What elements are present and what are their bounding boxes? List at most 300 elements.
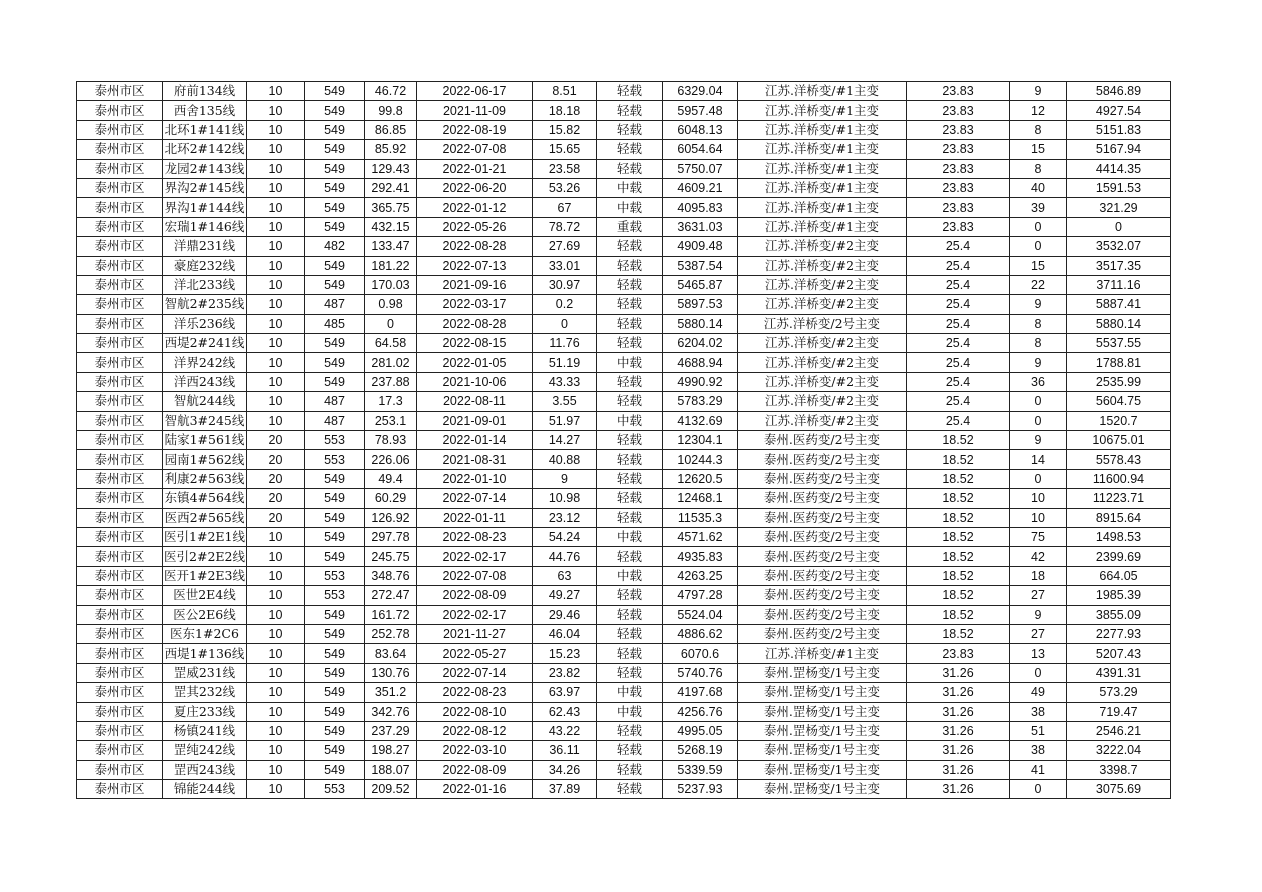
- table-row: [77, 644, 1171, 663]
- district-cell: 泰州市区: [77, 314, 163, 333]
- load-rate-cell: 23.12: [533, 508, 597, 527]
- count-cell: 36: [1010, 372, 1067, 391]
- load-level-cell: 轻载: [597, 624, 663, 643]
- load-level-cell: 中载: [597, 411, 663, 430]
- load-level-cell: 中载: [597, 353, 663, 372]
- substation-cell: 江苏.洋桥变/#2主变: [738, 411, 907, 430]
- date-cell: 2022-01-16: [417, 780, 533, 799]
- substation-cell: 江苏.洋桥变/#1主变: [738, 140, 907, 159]
- date-cell: 2022-07-08: [417, 140, 533, 159]
- district-cell: 泰州市区: [77, 527, 163, 546]
- line-name-cell: 洋北233线: [163, 275, 247, 294]
- available-capacity-cell: 5524.04: [663, 605, 738, 624]
- load-rate-cell: 29.46: [533, 605, 597, 624]
- date-cell: 2022-08-10: [417, 702, 533, 721]
- remaining-capacity-cell: 8915.64: [1067, 508, 1171, 527]
- count-cell: 9: [1010, 605, 1067, 624]
- date-cell: 2022-08-11: [417, 392, 533, 411]
- load-rate-cell: 30.97: [533, 275, 597, 294]
- table-row: [77, 663, 1171, 682]
- rated-capacity-cell: 549: [305, 469, 365, 488]
- load-value-cell: 209.52: [365, 780, 417, 799]
- remaining-capacity-cell: 5846.89: [1067, 82, 1171, 101]
- remaining-capacity-cell: 4391.31: [1067, 663, 1171, 682]
- substation-cell: 泰州.医药变/2号主变: [738, 508, 907, 527]
- substation-cell: 泰州.医药变/2号主变: [738, 586, 907, 605]
- substation-cell: 泰州.医药变/2号主变: [738, 624, 907, 643]
- line-name-cell: 罡其232线: [163, 683, 247, 702]
- rated-capacity-cell: 549: [305, 353, 365, 372]
- substation-cell: 泰州.罡杨变/1号主变: [738, 741, 907, 760]
- load-level-cell: 轻载: [597, 644, 663, 663]
- rated-capacity-cell: 553: [305, 450, 365, 469]
- date-cell: 2021-10-06: [417, 372, 533, 391]
- voltage-cell: 10: [247, 586, 305, 605]
- count-cell: 8: [1010, 314, 1067, 333]
- load-value-cell: 253.1: [365, 411, 417, 430]
- remaining-capacity-cell: 3532.07: [1067, 237, 1171, 256]
- voltage-cell: 10: [247, 547, 305, 566]
- transformer-rate-cell: 25.4: [907, 237, 1010, 256]
- data-table: [76, 81, 1171, 799]
- substation-cell: 江苏.洋桥变/#2主变: [738, 295, 907, 314]
- remaining-capacity-cell: 5887.41: [1067, 295, 1171, 314]
- available-capacity-cell: 5387.54: [663, 256, 738, 275]
- voltage-cell: 10: [247, 217, 305, 236]
- load-level-cell: 重载: [597, 217, 663, 236]
- remaining-capacity-cell: 3222.04: [1067, 741, 1171, 760]
- rated-capacity-cell: 553: [305, 780, 365, 799]
- line-name-cell: 杨镇241线: [163, 721, 247, 740]
- transformer-rate-cell: 18.52: [907, 508, 1010, 527]
- substation-cell: 泰州.医药变/2号主变: [738, 547, 907, 566]
- load-value-cell: 237.29: [365, 721, 417, 740]
- transformer-rate-cell: 18.52: [907, 489, 1010, 508]
- line-name-cell: 夏庄233线: [163, 702, 247, 721]
- district-cell: 泰州市区: [77, 741, 163, 760]
- table-row: [77, 120, 1171, 139]
- load-rate-cell: 51.97: [533, 411, 597, 430]
- load-level-cell: 中载: [597, 198, 663, 217]
- available-capacity-cell: 5268.19: [663, 741, 738, 760]
- table-row: [77, 353, 1171, 372]
- available-capacity-cell: 12468.1: [663, 489, 738, 508]
- line-name-cell: 府前134线: [163, 82, 247, 101]
- line-name-cell: 医西2#565线: [163, 508, 247, 527]
- line-name-cell: 罡纯242线: [163, 741, 247, 760]
- transformer-rate-cell: 23.83: [907, 644, 1010, 663]
- available-capacity-cell: 5783.29: [663, 392, 738, 411]
- substation-cell: 江苏.洋桥变/#1主变: [738, 178, 907, 197]
- date-cell: 2021-08-31: [417, 450, 533, 469]
- available-capacity-cell: 11535.3: [663, 508, 738, 527]
- rated-capacity-cell: 549: [305, 489, 365, 508]
- date-cell: 2022-02-17: [417, 605, 533, 624]
- date-cell: 2021-11-27: [417, 624, 533, 643]
- voltage-cell: 10: [247, 605, 305, 624]
- line-name-cell: 罡威231线: [163, 663, 247, 682]
- rated-capacity-cell: 549: [305, 605, 365, 624]
- line-name-cell: 医东1#2C6: [163, 624, 247, 643]
- voltage-cell: 10: [247, 624, 305, 643]
- rated-capacity-cell: 549: [305, 741, 365, 760]
- district-cell: 泰州市区: [77, 663, 163, 682]
- table-row: [77, 586, 1171, 605]
- load-level-cell: 轻载: [597, 295, 663, 314]
- rated-capacity-cell: 549: [305, 178, 365, 197]
- date-cell: 2022-08-09: [417, 586, 533, 605]
- load-level-cell: 轻载: [597, 159, 663, 178]
- district-cell: 泰州市区: [77, 198, 163, 217]
- transformer-rate-cell: 31.26: [907, 702, 1010, 721]
- load-rate-cell: 78.72: [533, 217, 597, 236]
- remaining-capacity-cell: 5880.14: [1067, 314, 1171, 333]
- line-name-cell: 洋西243线: [163, 372, 247, 391]
- table-row: [77, 392, 1171, 411]
- date-cell: 2022-02-17: [417, 547, 533, 566]
- available-capacity-cell: 10244.3: [663, 450, 738, 469]
- transformer-rate-cell: 25.4: [907, 372, 1010, 391]
- voltage-cell: 10: [247, 101, 305, 120]
- load-rate-cell: 33.01: [533, 256, 597, 275]
- transformer-rate-cell: 18.52: [907, 450, 1010, 469]
- load-rate-cell: 62.43: [533, 702, 597, 721]
- substation-cell: 泰州.医药变/2号主变: [738, 469, 907, 488]
- district-cell: 泰州市区: [77, 353, 163, 372]
- available-capacity-cell: 4990.92: [663, 372, 738, 391]
- rated-capacity-cell: 487: [305, 392, 365, 411]
- count-cell: 0: [1010, 217, 1067, 236]
- rated-capacity-cell: 549: [305, 275, 365, 294]
- rated-capacity-cell: 549: [305, 334, 365, 353]
- table-row: [77, 431, 1171, 450]
- count-cell: 9: [1010, 295, 1067, 314]
- count-cell: 38: [1010, 702, 1067, 721]
- load-level-cell: 轻载: [597, 256, 663, 275]
- line-name-cell: 医公2E6线: [163, 605, 247, 624]
- line-name-cell: 医开1#2E3线: [163, 566, 247, 585]
- available-capacity-cell: 5339.59: [663, 760, 738, 779]
- district-cell: 泰州市区: [77, 702, 163, 721]
- district-cell: 泰州市区: [77, 508, 163, 527]
- line-name-cell: 利康2#563线: [163, 469, 247, 488]
- load-level-cell: 轻载: [597, 547, 663, 566]
- substation-cell: 江苏.洋桥变/#1主变: [738, 101, 907, 120]
- transformer-rate-cell: 31.26: [907, 663, 1010, 682]
- transformer-rate-cell: 23.83: [907, 120, 1010, 139]
- load-level-cell: 轻载: [597, 82, 663, 101]
- available-capacity-cell: 6329.04: [663, 82, 738, 101]
- available-capacity-cell: 4688.94: [663, 353, 738, 372]
- load-rate-cell: 63.97: [533, 683, 597, 702]
- voltage-cell: 10: [247, 140, 305, 159]
- count-cell: 39: [1010, 198, 1067, 217]
- substation-cell: 泰州.医药变/2号主变: [738, 431, 907, 450]
- voltage-cell: 10: [247, 721, 305, 740]
- transformer-rate-cell: 25.4: [907, 295, 1010, 314]
- load-value-cell: 237.88: [365, 372, 417, 391]
- count-cell: 10: [1010, 508, 1067, 527]
- transformer-rate-cell: 23.83: [907, 178, 1010, 197]
- remaining-capacity-cell: 1591.53: [1067, 178, 1171, 197]
- substation-cell: 江苏.洋桥变/#1主变: [738, 120, 907, 139]
- date-cell: 2022-08-15: [417, 334, 533, 353]
- count-cell: 40: [1010, 178, 1067, 197]
- load-level-cell: 轻载: [597, 780, 663, 799]
- line-name-cell: 西堤2#241线: [163, 334, 247, 353]
- district-cell: 泰州市区: [77, 586, 163, 605]
- substation-cell: 江苏.洋桥变/#1主变: [738, 198, 907, 217]
- load-level-cell: 轻载: [597, 372, 663, 391]
- load-value-cell: 432.15: [365, 217, 417, 236]
- load-value-cell: 85.92: [365, 140, 417, 159]
- rated-capacity-cell: 549: [305, 527, 365, 546]
- table-row: [77, 372, 1171, 391]
- load-level-cell: 轻载: [597, 508, 663, 527]
- remaining-capacity-cell: 11600.94: [1067, 469, 1171, 488]
- load-value-cell: 60.29: [365, 489, 417, 508]
- substation-cell: 泰州.医药变/2号主变: [738, 450, 907, 469]
- remaining-capacity-cell: 2399.69: [1067, 547, 1171, 566]
- load-value-cell: 281.02: [365, 353, 417, 372]
- load-level-cell: 轻载: [597, 140, 663, 159]
- table-row: [77, 314, 1171, 333]
- table-row: [77, 702, 1171, 721]
- available-capacity-cell: 3631.03: [663, 217, 738, 236]
- available-capacity-cell: 5465.87: [663, 275, 738, 294]
- remaining-capacity-cell: 3711.16: [1067, 275, 1171, 294]
- table-body: [77, 82, 1171, 799]
- remaining-capacity-cell: 5151.83: [1067, 120, 1171, 139]
- load-level-cell: 轻载: [597, 450, 663, 469]
- voltage-cell: 10: [247, 702, 305, 721]
- voltage-cell: 10: [247, 527, 305, 546]
- available-capacity-cell: 4256.76: [663, 702, 738, 721]
- load-value-cell: 0: [365, 314, 417, 333]
- count-cell: 15: [1010, 140, 1067, 159]
- load-value-cell: 351.2: [365, 683, 417, 702]
- table-row: [77, 624, 1171, 643]
- district-cell: 泰州市区: [77, 82, 163, 101]
- remaining-capacity-cell: 719.47: [1067, 702, 1171, 721]
- substation-cell: 泰州.医药变/2号主变: [738, 605, 907, 624]
- date-cell: 2022-06-20: [417, 178, 533, 197]
- table-row: [77, 489, 1171, 508]
- voltage-cell: 10: [247, 82, 305, 101]
- line-name-cell: 界沟2#145线: [163, 178, 247, 197]
- rated-capacity-cell: 553: [305, 586, 365, 605]
- remaining-capacity-cell: 573.29: [1067, 683, 1171, 702]
- load-rate-cell: 34.26: [533, 760, 597, 779]
- load-value-cell: 170.03: [365, 275, 417, 294]
- date-cell: 2022-08-23: [417, 683, 533, 702]
- transformer-rate-cell: 23.83: [907, 159, 1010, 178]
- date-cell: 2022-07-14: [417, 489, 533, 508]
- line-name-cell: 西堤1#136线: [163, 644, 247, 663]
- available-capacity-cell: 5237.93: [663, 780, 738, 799]
- line-name-cell: 医世2E4线: [163, 586, 247, 605]
- load-level-cell: 轻载: [597, 663, 663, 682]
- available-capacity-cell: 4935.83: [663, 547, 738, 566]
- date-cell: 2021-11-09: [417, 101, 533, 120]
- count-cell: 41: [1010, 760, 1067, 779]
- voltage-cell: 20: [247, 431, 305, 450]
- district-cell: 泰州市区: [77, 256, 163, 275]
- district-cell: 泰州市区: [77, 547, 163, 566]
- substation-cell: 江苏.洋桥变/#1主变: [738, 644, 907, 663]
- substation-cell: 泰州.医药变/2号主变: [738, 489, 907, 508]
- district-cell: 泰州市区: [77, 624, 163, 643]
- transformer-rate-cell: 23.83: [907, 101, 1010, 120]
- load-value-cell: 245.75: [365, 547, 417, 566]
- count-cell: 0: [1010, 663, 1067, 682]
- count-cell: 8: [1010, 334, 1067, 353]
- count-cell: 0: [1010, 237, 1067, 256]
- load-value-cell: 17.3: [365, 392, 417, 411]
- load-value-cell: 86.85: [365, 120, 417, 139]
- transformer-rate-cell: 18.52: [907, 586, 1010, 605]
- remaining-capacity-cell: 2277.93: [1067, 624, 1171, 643]
- count-cell: 15: [1010, 256, 1067, 275]
- line-name-cell: 智航244线: [163, 392, 247, 411]
- load-rate-cell: 11.76: [533, 334, 597, 353]
- available-capacity-cell: 4132.69: [663, 411, 738, 430]
- table-row: [77, 411, 1171, 430]
- rated-capacity-cell: 553: [305, 566, 365, 585]
- line-name-cell: 洋界242线: [163, 353, 247, 372]
- load-rate-cell: 15.82: [533, 120, 597, 139]
- transformer-rate-cell: 25.4: [907, 314, 1010, 333]
- rated-capacity-cell: 549: [305, 683, 365, 702]
- table-row: [77, 178, 1171, 197]
- substation-cell: 泰州.罡杨变/1号主变: [738, 702, 907, 721]
- date-cell: 2022-01-11: [417, 508, 533, 527]
- available-capacity-cell: 4886.62: [663, 624, 738, 643]
- line-name-cell: 洋鼎231线: [163, 237, 247, 256]
- transformer-rate-cell: 18.52: [907, 624, 1010, 643]
- load-rate-cell: 15.65: [533, 140, 597, 159]
- load-rate-cell: 63: [533, 566, 597, 585]
- count-cell: 0: [1010, 469, 1067, 488]
- transformer-rate-cell: 25.4: [907, 334, 1010, 353]
- table-row: [77, 334, 1171, 353]
- available-capacity-cell: 12620.5: [663, 469, 738, 488]
- remaining-capacity-cell: 664.05: [1067, 566, 1171, 585]
- district-cell: 泰州市区: [77, 760, 163, 779]
- load-rate-cell: 15.23: [533, 644, 597, 663]
- rated-capacity-cell: 549: [305, 120, 365, 139]
- available-capacity-cell: 4095.83: [663, 198, 738, 217]
- load-rate-cell: 8.51: [533, 82, 597, 101]
- line-name-cell: 豪庭232线: [163, 256, 247, 275]
- available-capacity-cell: 5880.14: [663, 314, 738, 333]
- line-name-cell: 洋乐236线: [163, 314, 247, 333]
- voltage-cell: 10: [247, 275, 305, 294]
- date-cell: 2021-09-16: [417, 275, 533, 294]
- voltage-cell: 10: [247, 198, 305, 217]
- voltage-cell: 10: [247, 159, 305, 178]
- voltage-cell: 10: [247, 683, 305, 702]
- load-value-cell: 292.41: [365, 178, 417, 197]
- rated-capacity-cell: 549: [305, 372, 365, 391]
- substation-cell: 江苏.洋桥变/#2主变: [738, 334, 907, 353]
- line-name-cell: 智航3#245线: [163, 411, 247, 430]
- line-name-cell: 锦能244线: [163, 780, 247, 799]
- count-cell: 0: [1010, 392, 1067, 411]
- substation-cell: 江苏.洋桥变/#1主变: [738, 159, 907, 178]
- count-cell: 9: [1010, 431, 1067, 450]
- line-name-cell: 宏瑞1#146线: [163, 217, 247, 236]
- rated-capacity-cell: 549: [305, 508, 365, 527]
- transformer-rate-cell: 18.52: [907, 547, 1010, 566]
- voltage-cell: 10: [247, 644, 305, 663]
- count-cell: 8: [1010, 120, 1067, 139]
- table-row: [77, 508, 1171, 527]
- date-cell: 2022-08-28: [417, 237, 533, 256]
- load-level-cell: 轻载: [597, 489, 663, 508]
- rated-capacity-cell: 553: [305, 431, 365, 450]
- remaining-capacity-cell: 4414.35: [1067, 159, 1171, 178]
- remaining-capacity-cell: 2546.21: [1067, 721, 1171, 740]
- substation-cell: 泰州.罡杨变/1号主变: [738, 780, 907, 799]
- voltage-cell: 20: [247, 508, 305, 527]
- load-rate-cell: 10.98: [533, 489, 597, 508]
- voltage-cell: 10: [247, 566, 305, 585]
- rated-capacity-cell: 549: [305, 198, 365, 217]
- transformer-rate-cell: 31.26: [907, 721, 1010, 740]
- available-capacity-cell: 6204.02: [663, 334, 738, 353]
- substation-cell: 泰州.罡杨变/1号主变: [738, 663, 907, 682]
- count-cell: 13: [1010, 644, 1067, 663]
- load-level-cell: 轻载: [597, 760, 663, 779]
- voltage-cell: 10: [247, 663, 305, 682]
- load-rate-cell: 0: [533, 314, 597, 333]
- load-value-cell: 198.27: [365, 741, 417, 760]
- load-value-cell: 297.78: [365, 527, 417, 546]
- load-level-cell: 中载: [597, 683, 663, 702]
- load-level-cell: 轻载: [597, 605, 663, 624]
- load-value-cell: 272.47: [365, 586, 417, 605]
- count-cell: 12: [1010, 101, 1067, 120]
- district-cell: 泰州市区: [77, 411, 163, 430]
- table-row: [77, 741, 1171, 760]
- district-cell: 泰州市区: [77, 275, 163, 294]
- load-rate-cell: 37.89: [533, 780, 597, 799]
- district-cell: 泰州市区: [77, 780, 163, 799]
- table-row: [77, 237, 1171, 256]
- line-name-cell: 园南1#562线: [163, 450, 247, 469]
- district-cell: 泰州市区: [77, 334, 163, 353]
- substation-cell: 江苏.洋桥变/2号主变: [738, 314, 907, 333]
- date-cell: 2022-01-12: [417, 198, 533, 217]
- rated-capacity-cell: 549: [305, 217, 365, 236]
- district-cell: 泰州市区: [77, 392, 163, 411]
- load-level-cell: 轻载: [597, 469, 663, 488]
- district-cell: 泰州市区: [77, 605, 163, 624]
- district-cell: 泰州市区: [77, 644, 163, 663]
- load-rate-cell: 14.27: [533, 431, 597, 450]
- available-capacity-cell: 4609.21: [663, 178, 738, 197]
- date-cell: 2022-05-27: [417, 644, 533, 663]
- load-rate-cell: 54.24: [533, 527, 597, 546]
- available-capacity-cell: 5740.76: [663, 663, 738, 682]
- load-level-cell: 中载: [597, 702, 663, 721]
- district-cell: 泰州市区: [77, 237, 163, 256]
- available-capacity-cell: 5957.48: [663, 101, 738, 120]
- count-cell: 10: [1010, 489, 1067, 508]
- district-cell: 泰州市区: [77, 431, 163, 450]
- transformer-rate-cell: 25.4: [907, 353, 1010, 372]
